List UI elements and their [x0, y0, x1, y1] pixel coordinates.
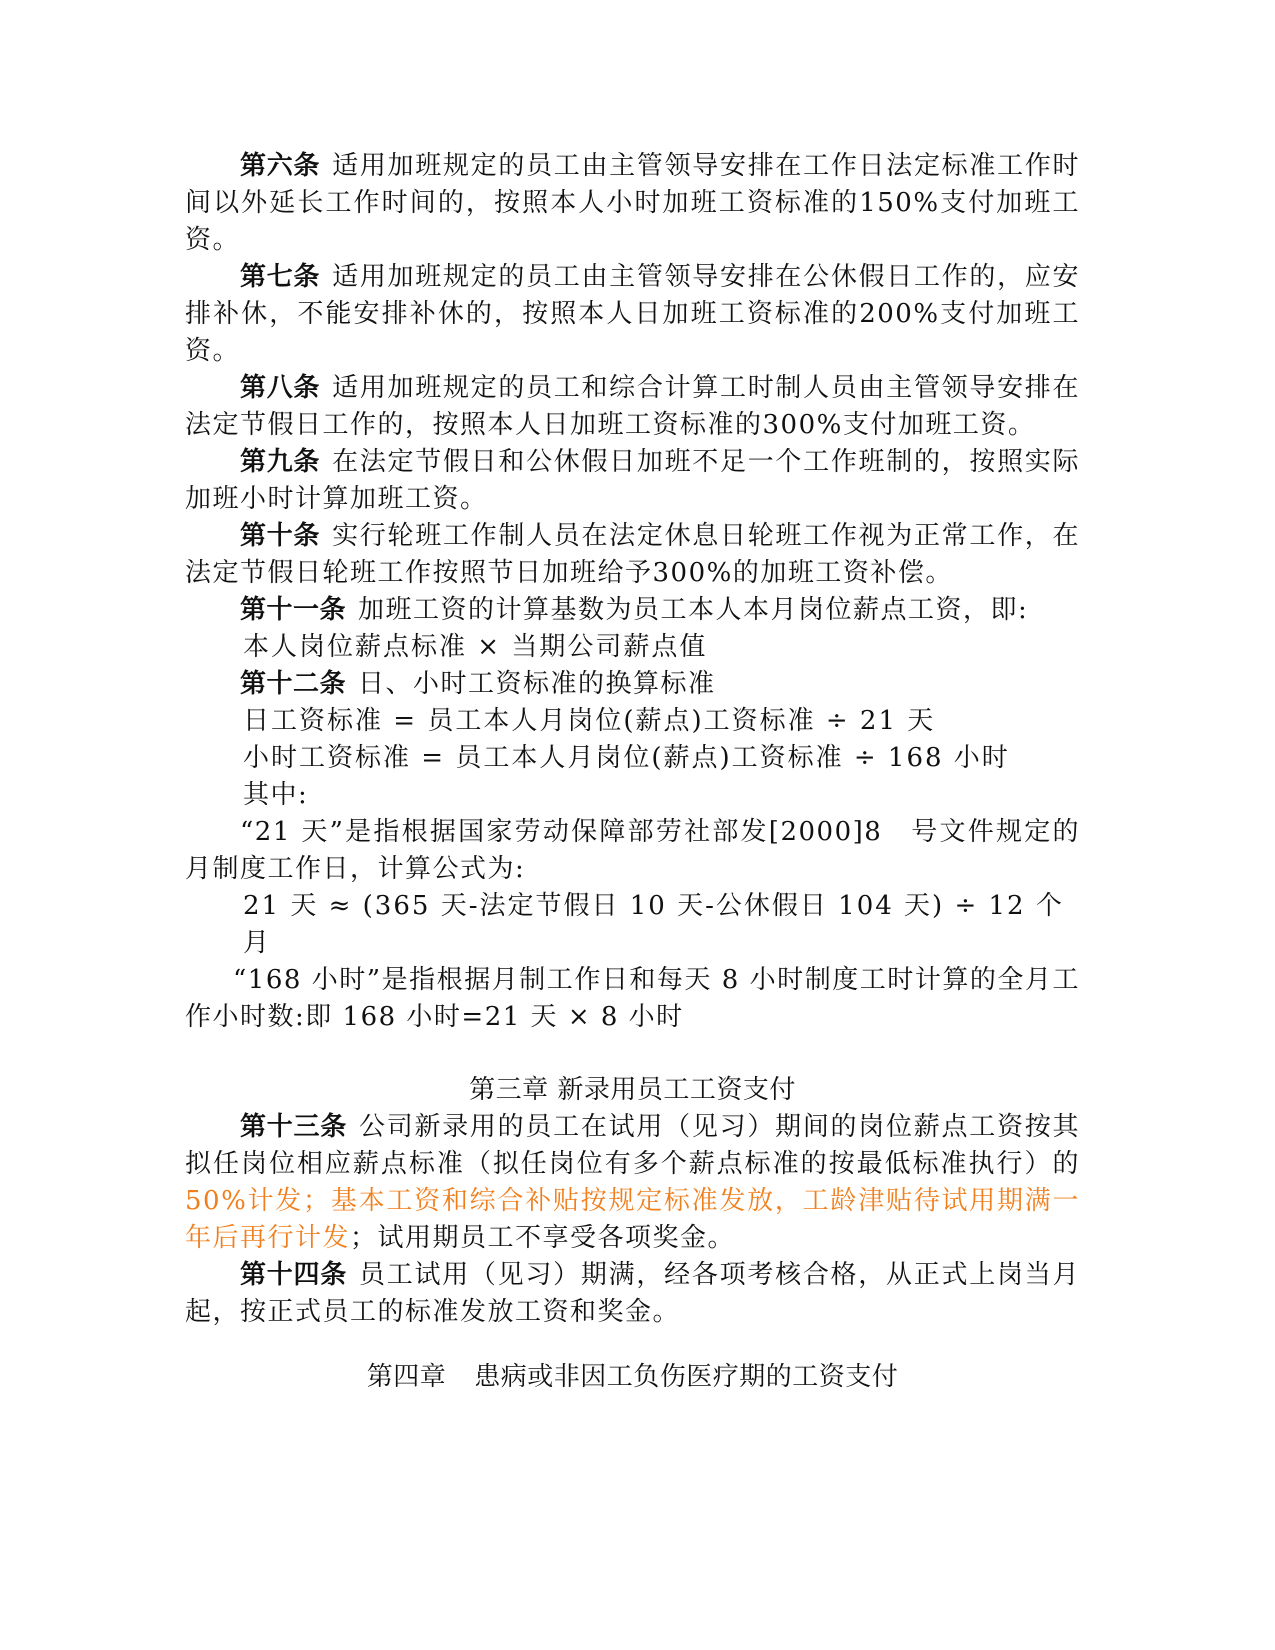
article-number: 第十四条 — [240, 1260, 347, 1290]
chapter-number: 第四章 — [366, 1362, 447, 1392]
article-text: 适用加班规定的员工由主管领导安排在公休假日工作的，应安排补休，不能安排补休的，按照本人日加班工资标准的200%支付加班工资。 — [185, 262, 1080, 366]
article-7 — [185, 259, 1080, 370]
formula-21-days: 21 天 ≈ (365 天-法定节假日 10 天-公休假日 104 天) ÷ 12 个月 — [243, 891, 1064, 958]
article-text: 适用加班规定的员工由主管领导安排在工作日法定标准工作时间以外延长工作时间的，按照本人小时加班工资标准的150%支付加班工资。 — [185, 151, 1080, 255]
article-11 — [185, 592, 1080, 629]
article-text: 员工试用（见习）期满，经各项考核合格，从正式上岗当月起，按正式员工的标准发放工资和奖金。 — [185, 1260, 1080, 1327]
article-10 — [185, 518, 1080, 592]
article-text: 加班工资的计算基数为员工本人本月岗位薪点工资，即: — [358, 595, 1029, 625]
chapter-4-title — [185, 1359, 1080, 1396]
highlight-text: 基本工资和综合补贴按规定标准发放，工龄津贴待试用期满一年后再行计发 — [185, 1186, 1080, 1253]
article-number: 第七条 — [240, 262, 321, 292]
section-spacer — [185, 1331, 1080, 1359]
article-11-formula: 本人岗位薪点标准 × 当期公司薪点值 — [243, 632, 708, 662]
article-number: 第十一条 — [240, 595, 347, 625]
article-text: 公司新录用的员工在试用（见习）期间的岗位薪点工资按其拟任岗位相应薪点标准（拟任岗位有多个薪点标准的按最低标准执行）的 — [185, 1112, 1080, 1179]
daily-wage-formula: 日工资标准 = 员工本人月岗位(薪点)工资标准 ÷ 21 天 — [243, 706, 936, 736]
document-page — [185, 148, 1080, 1396]
article-number: 第十二条 — [240, 669, 347, 699]
article-text: 日、小时工资标准的换算标准 — [358, 669, 716, 699]
highlight-text: 50%计发； — [185, 1186, 331, 1216]
hourly-wage-formula: 小时工资标准 = 员工本人月岗位(薪点)工资标准 ÷ 168 小时 — [243, 743, 1010, 773]
chapter-3-title: 第三章 新录用员工工资支付 — [469, 1075, 796, 1105]
article-text: 实行轮班工作制人员在法定休息日轮班工作视为正常工作，在法定节假日轮班工作按照节日加班给予300%的加班工资补偿。 — [185, 521, 1080, 588]
article-13 — [185, 1109, 1080, 1257]
article-text: 适用加班规定的员工和综合计算工时制人员由主管领导安排在法定节假日工作的，按照本人日加班工资标准的300%支付加班工资。 — [185, 373, 1080, 440]
article-number: 第九条 — [240, 447, 321, 477]
section-spacer — [185, 1036, 1080, 1072]
among-label: 其中: — [243, 780, 309, 810]
article-6 — [185, 148, 1080, 259]
article-14 — [185, 1257, 1080, 1331]
note-21-days: “21 天”是指根据国家劳动保障部劳社部发[2000]8 号文件规定的月制度工作日，计算公式为: — [185, 817, 1080, 884]
article-text: 在法定节假日和公休假日加班不足一个工作班制的，按照实际加班小时计算加班工资。 — [185, 447, 1080, 514]
article-number: 第六条 — [240, 151, 321, 181]
article-9 — [185, 444, 1080, 518]
note-168-hours: “168 小时”是指根据月制工作日和每天 8 小时制度工时计算的全月工作小时数:即 168 小时=21 天 × 8 小时 — [185, 965, 1080, 1032]
article-text: ；试用期员工不享受各项奖金。 — [350, 1223, 736, 1253]
article-number: 第八条 — [240, 373, 321, 403]
article-12 — [185, 666, 1080, 703]
article-number: 第十条 — [240, 521, 321, 551]
chapter-name: 患病或非因工负伤医疗期的工资支付 — [474, 1362, 899, 1392]
article-8 — [185, 370, 1080, 444]
article-number: 第十三条 — [240, 1112, 347, 1142]
